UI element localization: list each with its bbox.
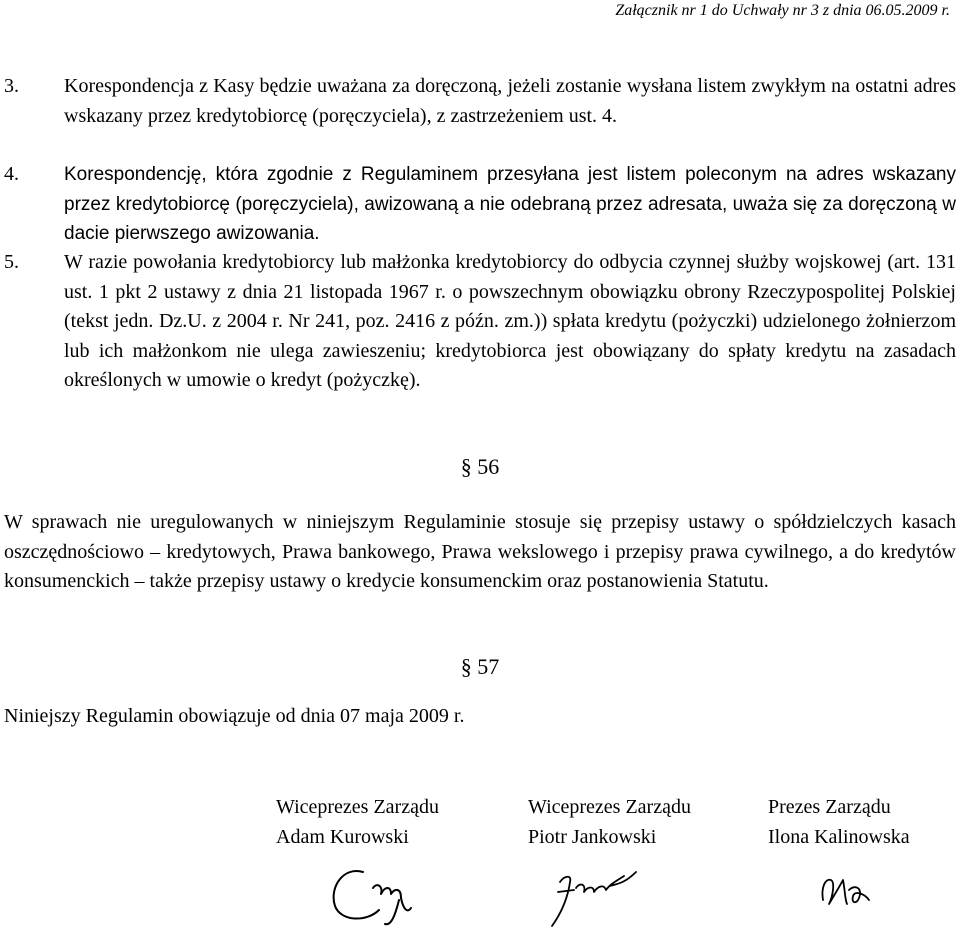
signature-role: Prezes Zarządu bbox=[768, 796, 891, 818]
section-heading-56: § 56 bbox=[460, 454, 500, 479]
item-number: 4. bbox=[4, 163, 19, 185]
section-heading-57: § 57 bbox=[460, 654, 500, 679]
handwritten-signature-icon bbox=[815, 870, 875, 915]
list-item-5 bbox=[4, 248, 956, 396]
signature-block-1 bbox=[276, 792, 439, 852]
document-header: Załącznik nr 1 do Uchwały nr 3 z dnia 06.05.2009 r. bbox=[615, 2, 950, 19]
item-text: Korespondencję, która zgodnie z Regulaminem przesyłana jest listem poleconym na adres wskazany przez kredytobiorcę (poręczyciela), awizowaną a nie odebraną przez adresata, uważa się za doręczoną w dacie pierwszego awizowania. bbox=[64, 164, 956, 244]
paragraph-56: W sprawach nie uregulowanych w niniejszym Regulaminie stosuje się przepisy ustawy o spółdzielczych kasach oszczędnościowo – kredytowych, Prawa bankowego, Prawa wekslowego i przepisy prawa cywilnego, a do kredytów konsumenckich – także przepisy ustawy o kredycie konsumenckim oraz postanowienia Statutu. bbox=[4, 511, 956, 592]
signature-name: Adam Kurowski bbox=[276, 826, 409, 848]
list-item-3 bbox=[4, 72, 956, 131]
signature-block-3 bbox=[768, 792, 910, 852]
signature-name: Piotr Jankowski bbox=[528, 826, 657, 848]
paragraph-57: Niniejszy Regulamin obowiązuje od dnia 07 maja 2009 r. bbox=[4, 705, 465, 727]
item-text: W razie powołania kredytobiorcy lub małżonka kredytobiorcy do odbycia czynnej służby wojskowej (art. 131 ust. 1 pkt 2 ustawy z dnia 21 listopada 1967 r. o powszechnym obowiązku obrony Rzeczypospolitej Polskiej (tekst jedn. Dz.U. z 2004 r. Nr 241, poz. 2416 z późn. zm.)) spłata kredytu (pożyczki) udzielonego żołnierzom lub ich małżonkom nie ulega zawieszeniu; kredytobiorca jest obowiązany do spłaty kredytu na zasadach określonych w umowie o kredyt (pożyczkę). bbox=[64, 251, 956, 391]
item-number: 3. bbox=[4, 75, 19, 97]
list-item-4 bbox=[4, 160, 956, 249]
item-number: 5. bbox=[4, 251, 19, 273]
signature-role: Wiceprezes Zarządu bbox=[528, 796, 691, 818]
signature-role: Wiceprezes Zarządu bbox=[276, 796, 439, 818]
signature-name: Ilona Kalinowska bbox=[768, 826, 910, 848]
handwritten-signature-icon bbox=[325, 860, 425, 930]
handwritten-signature-icon bbox=[540, 862, 650, 932]
signature-block-2 bbox=[528, 792, 691, 852]
item-text: Korespondencja z Kasy będzie uważana za doręczoną, jeżeli zostanie wysłana listem zwykłym na ostatni adres wskazany przez kredytobiorcę (poręczyciela), z zastrzeżeniem ust. 4. bbox=[64, 75, 956, 127]
